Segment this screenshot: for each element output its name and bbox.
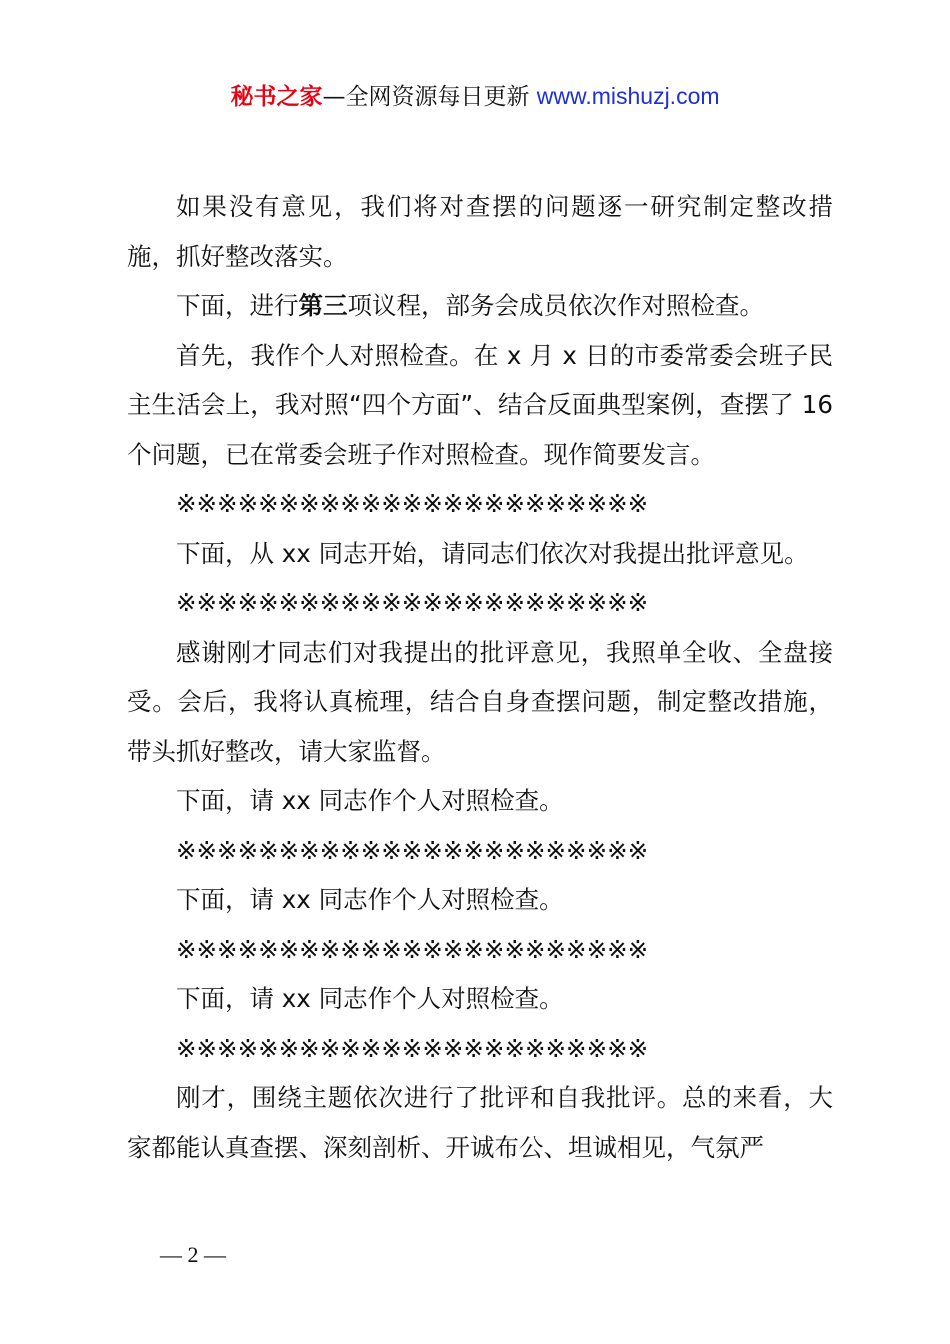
paragraph: 下面，请 xx 同志作个人对照检查。 <box>176 786 564 815</box>
paragraph: 感谢刚才同志们对我提出的批评意见，我照单全收、全盘接受。会后，我将认真梳理，结合自身查摆问题，制定整改措施，带头抓好整改，请大家监督。 <box>127 637 833 766</box>
paragraph-text: 项议程，部务会成员依次作对照检查。 <box>347 291 764 320</box>
paragraph <box>127 281 833 331</box>
paragraph-emphasis: 第三 <box>298 291 348 320</box>
separator-line: ※※※※※※※※※※※※※※※※※※※※※※※ <box>176 588 649 617</box>
paragraph: 下面，请 xx 同志作个人对照检查。 <box>176 885 564 914</box>
paragraph: 下面，从 xx 同志开始，请同志们依次对我提出批评意见。 <box>176 538 809 568</box>
header-tagline: —全网资源每日更新 <box>322 84 537 110</box>
paragraph: 首先，我作个人对照检查。在 x 月 x 日的市委常委会班子民主生活会上，我对照“四个方面”、结合反面典型案例，查摆了 16 个问题，已在常委会班子作对照检查。现作简要发言。 <box>127 340 833 469</box>
separator-line: ※※※※※※※※※※※※※※※※※※※※※※※ <box>176 934 649 964</box>
paragraph: 如果没有意见，我们将对查摆的问题逐一研究制定整改措施，抓好整改落实。 <box>127 192 833 271</box>
separator-line: ※※※※※※※※※※※※※※※※※※※※※※※ <box>176 1033 649 1063</box>
page-number: — 2 — <box>160 1242 226 1267</box>
separator-line: ※※※※※※※※※※※※※※※※※※※※※※※ <box>176 835 649 865</box>
document-body <box>127 182 833 1172</box>
website-url[interactable]: www.mishuzj.com <box>536 83 720 109</box>
page-header <box>0 80 950 113</box>
separator-line: ※※※※※※※※※※※※※※※※※※※※※※※ <box>176 489 649 518</box>
brand-name: 秘书之家 <box>230 84 323 110</box>
paragraph: 刚才，围绕主题依次进行了批评和自我批评。总的来看，大家都能认真查摆、深刻剖析、开诚布公、坦诚相见，气氛严 <box>127 1083 833 1162</box>
paragraph: 下面，请 xx 同志作个人对照检查。 <box>176 984 564 1013</box>
paragraph-text: 下面，进行 <box>176 291 299 320</box>
